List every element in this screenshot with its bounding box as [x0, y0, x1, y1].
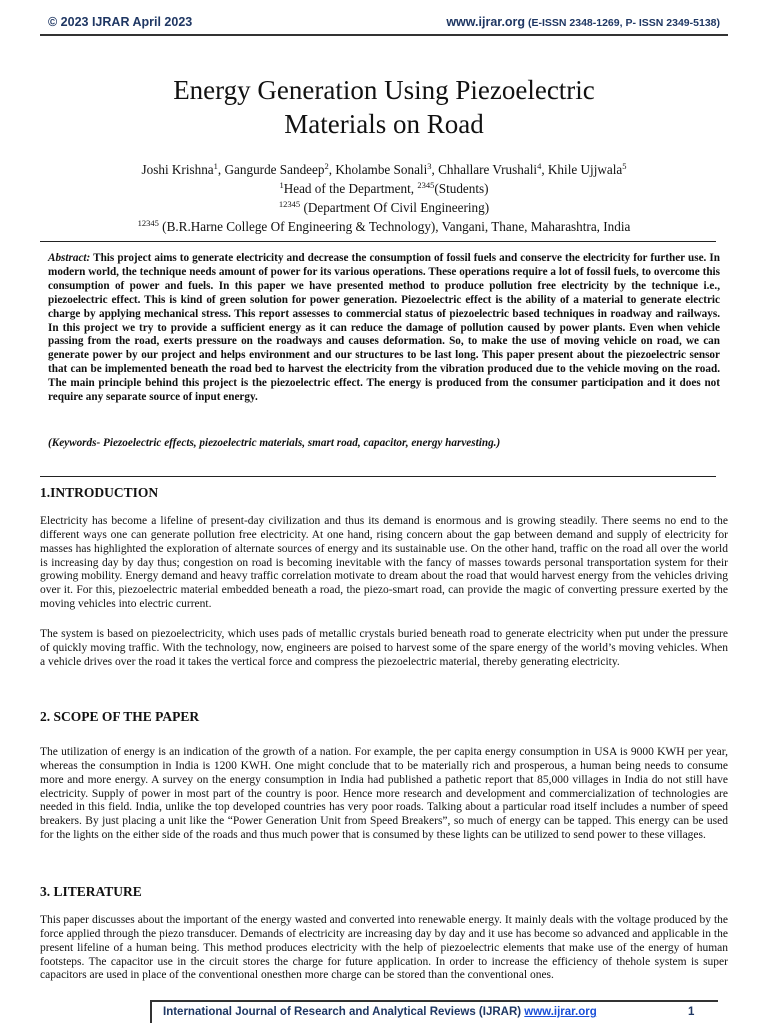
author-name: , Gangurde Sandeep: [217, 162, 325, 177]
affiliation-text: (Students): [434, 181, 489, 196]
page-footer: [163, 1006, 597, 1018]
affiliation-3: [40, 217, 728, 236]
section-heading-literature: 3. LITERATURE: [40, 884, 142, 899]
page-header: [0, 0, 768, 34]
abstract-text: This project aims to generate electricity and decrease the consumption of fossil fuels and conserve the electricity for further use. In modern world, the technique needs amount of power for its various operations. These operations require a lot of fossil fuels, to overcome this consumption of power and fuels. In this paper we have presented method to produce pollution free electricity by the technique i.e., piezoelectric effect. This is kind of green solution for power generation. Piezoelectric effect is the ability of a material to generate electric charge by applying mechanical stress. This report assesses to commercial status of piezoelectric based techniques in roadway and railways. In this project we try to provide a sufficient energy as it can reduce the damage of pollution caused by power plants. Even when vehicle passing from the road, exerts pressure on the roadways and causes deformation. So, to make the use of moving vehicle on road, we can generate power by our project and helps environment and our structures to be last long. This paper present about the piezoelectric sensor that can be implemented beneath the road bed to harvest the electricity from the vibration produced due to the vehicle moving on the road. The main principle behind this project is the piezoelectric effect. The energy is produced from the consumer participation and it does not require any separate source of input energy.: [48, 252, 720, 404]
author-list: [40, 160, 728, 179]
header-divider: [40, 34, 728, 36]
author-name: , Khile Ujjwala: [541, 162, 623, 177]
author-block: [40, 160, 728, 236]
issn-label: (E-ISSN 2348-1269, P- ISSN 2349-5138): [525, 17, 720, 29]
abstract-bottom-rule: [40, 476, 716, 477]
section-heading-scope: 2. SCOPE OF THE PAPER: [40, 709, 200, 724]
author-sup: 2: [324, 161, 329, 171]
journal-site-issn: [446, 15, 720, 29]
footer-vertical-bar: [150, 1001, 152, 1023]
affiliation-sup: 2345: [417, 180, 435, 190]
abstract: [48, 252, 720, 405]
section-heading-introduction: 1.INTRODUCTION: [40, 485, 159, 500]
author-sup: 1: [213, 161, 218, 171]
affiliation-sup: 12345: [278, 199, 301, 209]
journal-website-link[interactable]: www.ijrar.org: [446, 15, 526, 29]
keywords: (Keywords- Piezoelectric effects, piezoelectric materials, smart road, capacitor, energy harvesting.): [48, 437, 501, 449]
author-sup: 5: [622, 161, 627, 171]
abstract-top-rule: [40, 241, 716, 242]
affiliation-2: [40, 198, 728, 217]
paper-title-line-1: Energy Generation Using Piezoelectric: [173, 75, 595, 105]
affiliation-1: [40, 179, 728, 198]
affiliation-text: Head of the Department,: [283, 181, 418, 196]
paper-title-line-2: Materials on Road: [284, 109, 484, 139]
author-sup: 4: [537, 161, 542, 171]
intro-paragraph-2: The system is based on piezoelectricity, which uses pads of metallic crystals buried beneath road to generate electricity when put under the pressure of quickly moving traffic. With the technology, now, engineers are poised to harvest some of the spare energy of the world’s moving vehicles. When a vehicle drives over the road it takes the vertical force and compress the piezoelectric material, thereby generating electricity.: [40, 628, 728, 668]
affiliation-sup: 12345: [137, 218, 159, 228]
affiliation-text: (Department Of Civil Engineering): [300, 200, 490, 215]
journal-name: International Journal of Research and Analytical Reviews (IJRAR): [163, 1006, 522, 1018]
author-name: , Chhallare Vrushali: [431, 162, 538, 177]
page-number: 1: [688, 1006, 695, 1018]
journal-issue-label: © 2023 IJRAR April 2023: [48, 15, 193, 29]
affiliation-sup: 1: [279, 180, 284, 190]
author-name: Joshi Krishna: [141, 162, 214, 177]
author-name: , Kholambe Sonali: [328, 162, 428, 177]
footer-website-link[interactable]: www.ijrar.org: [524, 1006, 597, 1018]
intro-paragraph-1: Electricity has become a lifeline of present-day civilization and thus its demand is enormous and is growing steadily. There seems no end to the different ways one can generate pollution free electricity. At one hand, rising concern about the gap between demand and supply of electricity for masses has highlighted the exploration of alternate sources of energy and its sustainable use. On the other hand, traffic on the road all over the world is increasing day by day thus; congestion on road is becoming inevitable with the fancy of masses towards personal transportation system for their growing mobility. Energy demand and heavy traffic correlation motivate to dream about the road that would harvest energy from the vehicles driving over it. For this, piezoelectric material embedded beneath a road, the piezo-smart road, can provide the magic of converting pressure exerted by the moving vehicles into electric current.: [40, 515, 728, 611]
literature-paragraph-1: This paper discusses about the important of the energy wasted and converted into renewable energy. It mainly deals with the voltage produced by the force applied through the piezo transducer. Demands of electricity are increasing day by day and it use has become so advanced and applicable in the present lifeline of a human being. This method produces electricity with the help of piezoelectric elements that make use of the energy of human footsteps. The capacitor use in the circuit stores the charge for future application. In order to increase the efficiency of thehole system is super capacitors are used in place of the conventional onesthen more charge can be stored than the conventional ones.: [40, 914, 728, 982]
footer-divider: [150, 1000, 718, 1002]
author-sup: 3: [427, 161, 432, 171]
affiliation-text: (B.R.Harne College Of Engineering & Technology), Vangani, Thane, Maharashtra, India: [158, 219, 631, 234]
paper-title: [60, 73, 708, 141]
scope-paragraph-1: The utilization of energy is an indication of the growth of a nation. For example, the per capita energy consumption in USA is 9000 KWH per year, whereas the consumption in India is 1200 KWH. One might conclude that to be materially rich and prosperous, a human being needs to consume more and more energy. A survey on the energy consumption in India had published a pathetic report that 85,000 villages in India do not still have electricity. Supply of power in most part of the country is poor. Hence more research and development and commercialization of technologies are needed in this field. India, unlike the top developed countries has very poor roads. Talking about a particular road itself includes a number of speed breakers. By just placing a unit like the “Power Generation Unit from Speed Breakers”, so much of energy can be tapped. This energy can be used for the lights on the either side of the roads and thus much power that is consumed by these lights can be utilized to send power to these villages.: [40, 746, 728, 842]
abstract-label: Abstract:: [48, 252, 91, 264]
